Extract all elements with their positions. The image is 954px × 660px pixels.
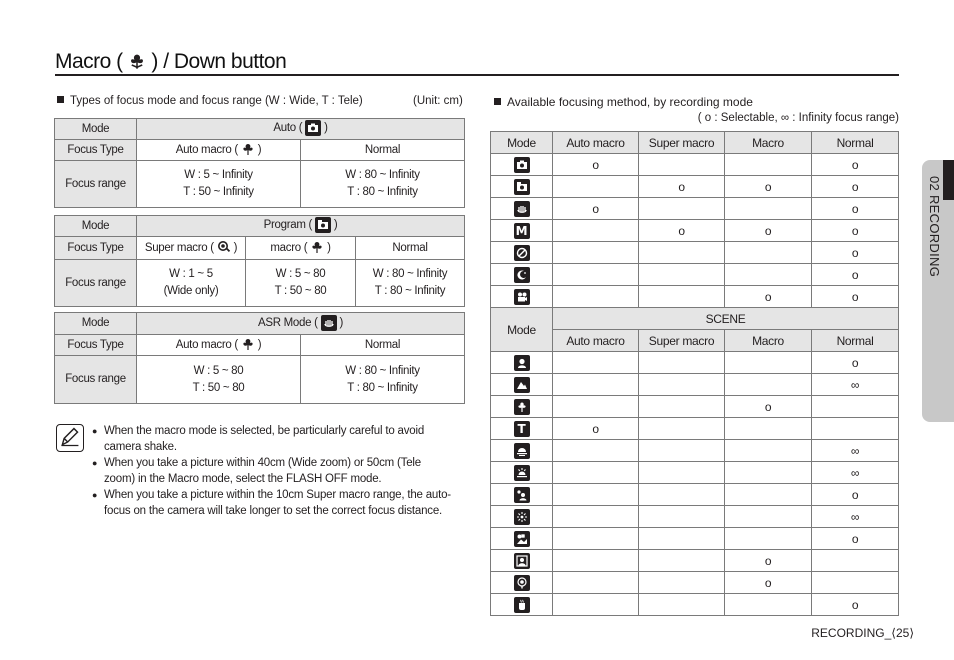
availability-cell	[812, 418, 899, 440]
fireworks-icon	[514, 509, 530, 525]
mode-row	[491, 418, 899, 440]
availability-cell	[725, 506, 812, 528]
macro-flower-icon	[241, 142, 255, 156]
availability-cell: ∞	[812, 462, 899, 484]
mode-row	[491, 374, 899, 396]
availability-cell: o	[812, 264, 899, 286]
availability-cell	[639, 528, 725, 550]
normal-type: Normal	[301, 140, 465, 161]
scene-columns-row	[491, 330, 899, 352]
availability-cell	[725, 154, 812, 176]
page-footer: RECORDING_⟨25⟩	[811, 626, 914, 640]
availability-cell	[553, 286, 639, 308]
mode-icon-cell	[491, 550, 553, 572]
movie-icon	[514, 289, 530, 305]
availability-cell	[553, 506, 639, 528]
availability-cell: o	[725, 176, 812, 198]
availability-cell	[725, 484, 812, 506]
dual-is-icon	[514, 245, 530, 261]
mode-label: Mode	[55, 119, 137, 140]
availability-cell: o	[812, 220, 899, 242]
availability-cell	[639, 484, 725, 506]
mode-icon-cell	[491, 484, 553, 506]
program-icon	[514, 179, 530, 195]
note-item: ● When you take a picture within 40cm (Wide zoom) or 50cm (Tele zoom) in the Macro mode, select the FLASH OFF mode.	[92, 455, 452, 487]
availability-cell	[553, 374, 639, 396]
asr-focus-table	[54, 312, 465, 404]
auto-macro-type: Auto macro ( )	[137, 335, 301, 356]
availability-cell	[639, 550, 725, 572]
availability-cell	[639, 506, 725, 528]
availability-cell	[553, 220, 639, 242]
program-focus-table	[54, 215, 465, 307]
availability-cell: o	[725, 396, 812, 418]
mode-row	[491, 484, 899, 506]
availability-cell	[553, 352, 639, 374]
mode-row	[491, 506, 899, 528]
availability-cell: o	[639, 220, 725, 242]
mode-row	[491, 528, 899, 550]
camera-icon	[514, 157, 530, 173]
availability-cell	[812, 572, 899, 594]
mode-row	[491, 440, 899, 462]
night-icon	[514, 267, 530, 283]
availability-cell	[553, 484, 639, 506]
normal-type: Normal	[356, 237, 465, 260]
availability-cell	[812, 396, 899, 418]
availability-cell: o	[812, 594, 899, 616]
availability-cell	[725, 528, 812, 550]
mode-row	[491, 550, 899, 572]
availability-cell: o	[812, 242, 899, 264]
availability-cell	[725, 198, 812, 220]
title-rule	[55, 74, 899, 76]
asr-icon	[514, 201, 530, 217]
focus-type-label: Focus Type	[55, 140, 137, 161]
availability-cell	[639, 418, 725, 440]
availability-cell	[639, 374, 725, 396]
availability-cell	[553, 440, 639, 462]
mode-icon-cell	[491, 242, 553, 264]
availability-cell	[725, 594, 812, 616]
mode-header: Mode	[491, 308, 553, 352]
chapter-tab-label: 02 RECORDING	[927, 176, 942, 278]
asr-mode-header: ASR Mode ( )	[137, 313, 465, 335]
availability-cell	[639, 352, 725, 374]
auto-mode-header: Auto ( )	[137, 119, 465, 140]
macro-type: macro ( )	[246, 237, 356, 260]
cafe-icon	[514, 597, 530, 613]
column-header: Macro	[725, 132, 812, 154]
availability-cell: ∞	[812, 440, 899, 462]
availability-cell	[639, 440, 725, 462]
mode-icon-cell	[491, 462, 553, 484]
availability-cell: o	[812, 528, 899, 550]
normal-range: W : 80 ~ Infinity T : 80 ~ Infinity	[301, 161, 465, 208]
macro-range: W : 5 ~ 80 T : 50 ~ 80	[246, 260, 356, 307]
availability-cell	[812, 550, 899, 572]
availability-cell	[553, 242, 639, 264]
availability-cell	[639, 286, 725, 308]
super-macro-icon	[217, 240, 231, 254]
notes-list	[92, 423, 452, 519]
super-macro-range: W : 1 ~ 5 (Wide only)	[137, 260, 246, 307]
mode-icon-cell	[491, 352, 553, 374]
note-pencil-icon	[56, 424, 84, 452]
mode-label: Mode	[55, 313, 137, 335]
auto-focus-table	[54, 118, 465, 208]
camera-icon	[305, 120, 321, 136]
mode-icon-cell	[491, 594, 553, 616]
mode-icon-cell	[491, 220, 553, 242]
availability-cell	[553, 462, 639, 484]
mode-icon-cell	[491, 374, 553, 396]
mode-row	[491, 286, 899, 308]
mode-row	[491, 242, 899, 264]
availability-cell: o	[725, 572, 812, 594]
focus-type-label: Focus Type	[55, 237, 137, 260]
availability-cell	[553, 528, 639, 550]
focus-type-label: Focus Type	[55, 335, 137, 356]
availability-cell: o	[812, 198, 899, 220]
text-icon: T	[514, 421, 530, 437]
auto-macro-type: Auto macro ( )	[137, 140, 301, 161]
food-icon	[514, 575, 530, 591]
mode-row	[491, 396, 899, 418]
note-item: ● When you take a picture within the 10cm Super macro range, the auto-focus on the camera will take longer to set the correct focus distance.	[92, 487, 452, 519]
availability-cell	[553, 264, 639, 286]
title-suffix: ) / Down button	[151, 50, 287, 73]
availability-cell	[639, 462, 725, 484]
self-shot-icon	[514, 553, 530, 569]
scene-header-row	[491, 308, 899, 330]
availability-cell: o	[812, 176, 899, 198]
mode-icon-cell	[491, 528, 553, 550]
portrait-icon	[514, 355, 530, 371]
mode-row	[491, 220, 899, 242]
landscape-icon	[514, 377, 530, 393]
asr-icon	[321, 315, 337, 331]
available-methods-heading: Available focusing method, by recording mode	[494, 95, 753, 109]
mode-icon-cell	[491, 286, 553, 308]
mode-icon-cell	[491, 198, 553, 220]
mode-label: Mode	[55, 216, 137, 237]
unit-label: (Unit: cm)	[413, 95, 463, 107]
chapter-tab-marker	[943, 160, 954, 200]
column-header: Super macro	[639, 330, 725, 352]
availability-cell: ∞	[812, 506, 899, 528]
mode-icon-cell	[491, 572, 553, 594]
availability-cell: o	[812, 484, 899, 506]
mode-icon-cell	[491, 440, 553, 462]
availability-cell: o	[725, 220, 812, 242]
page-number: 25	[895, 626, 910, 640]
macro-flower-icon	[128, 52, 146, 70]
availability-cell: o	[812, 154, 899, 176]
closeup-icon	[514, 399, 530, 415]
normal-range: W : 80 ~ Infinity T : 80 ~ Infinity	[301, 356, 465, 404]
mode-icon-cell	[491, 396, 553, 418]
column-header: Auto macro	[553, 330, 639, 352]
availability-cell	[553, 176, 639, 198]
backlight-icon	[514, 487, 530, 503]
column-header: Normal	[812, 132, 899, 154]
availability-cell	[725, 440, 812, 462]
column-header: Super macro	[639, 132, 725, 154]
availability-cell	[725, 374, 812, 396]
availability-cell	[725, 352, 812, 374]
focus-types-heading: Types of focus mode and focus range (W : Wide, T : Tele)	[57, 95, 363, 107]
normal-type: Normal	[301, 335, 465, 356]
availability-cell	[639, 198, 725, 220]
mode-row	[491, 264, 899, 286]
mode-row	[491, 594, 899, 616]
mode-row	[491, 198, 899, 220]
availability-cell: ∞	[812, 374, 899, 396]
availability-cell: o	[553, 198, 639, 220]
program-mode-header: Program ( )	[137, 216, 465, 237]
availability-cell	[639, 572, 725, 594]
beach-snow-icon	[514, 531, 530, 547]
focus-range-label: Focus range	[55, 161, 137, 208]
note-item: ● When the macro mode is selected, be particularly careful to avoid camera shake.	[92, 423, 452, 455]
availability-cell: o	[725, 286, 812, 308]
super-macro-type: Super macro ( )	[137, 237, 246, 260]
dawn-icon	[514, 465, 530, 481]
availability-cell	[639, 242, 725, 264]
availability-cell: o	[553, 418, 639, 440]
normal-range: W : 80 ~ Infinity T : 80 ~ Infinity	[356, 260, 465, 307]
availability-table	[490, 131, 899, 616]
availability-cell	[725, 242, 812, 264]
availability-header-row	[491, 132, 899, 154]
availability-cell	[553, 550, 639, 572]
program-icon	[315, 217, 331, 233]
macro-flower-icon	[241, 337, 255, 351]
manual-icon: M	[514, 223, 530, 239]
focus-range-label: Focus range	[55, 356, 137, 404]
availability-cell: o	[725, 550, 812, 572]
availability-cell	[639, 396, 725, 418]
mode-icon-cell	[491, 264, 553, 286]
mode-row	[491, 572, 899, 594]
macro-flower-icon	[310, 240, 324, 254]
mode-row	[491, 154, 899, 176]
availability-cell: o	[812, 286, 899, 308]
mode-icon-cell	[491, 418, 553, 440]
mode-row	[491, 462, 899, 484]
auto-macro-range: W : 5 ~ 80 T : 50 ~ 80	[137, 356, 301, 404]
legend-label: ( o : Selectable, ∞ : Infinity focus range)	[697, 112, 899, 124]
availability-cell	[725, 418, 812, 440]
availability-cell	[553, 572, 639, 594]
mode-icon-cell	[491, 176, 553, 198]
column-header: Macro	[725, 330, 812, 352]
mode-row	[491, 176, 899, 198]
scene-header: SCENE	[553, 308, 899, 330]
availability-cell	[639, 594, 725, 616]
page-title	[55, 50, 286, 74]
square-bullet-icon	[494, 98, 501, 105]
column-header: Auto macro	[553, 132, 639, 154]
availability-cell: o	[812, 352, 899, 374]
availability-cell	[725, 264, 812, 286]
availability-cell	[553, 396, 639, 418]
sunset-icon	[514, 443, 530, 459]
title-prefix: Macro (	[55, 50, 123, 73]
mode-icon-cell	[491, 506, 553, 528]
square-bullet-icon	[57, 96, 64, 103]
mode-row	[491, 352, 899, 374]
footer-section: RECORDING_	[811, 626, 892, 640]
availability-cell	[639, 154, 725, 176]
mode-header: Mode	[491, 132, 553, 154]
availability-cell: o	[553, 154, 639, 176]
availability-cell	[725, 462, 812, 484]
mode-icon-cell	[491, 154, 553, 176]
availability-cell	[639, 264, 725, 286]
auto-macro-range: W : 5 ~ Infinity T : 50 ~ Infinity	[137, 161, 301, 208]
focus-range-label: Focus range	[55, 260, 137, 307]
availability-cell	[553, 594, 639, 616]
column-header: Normal	[812, 330, 899, 352]
availability-cell: o	[639, 176, 725, 198]
